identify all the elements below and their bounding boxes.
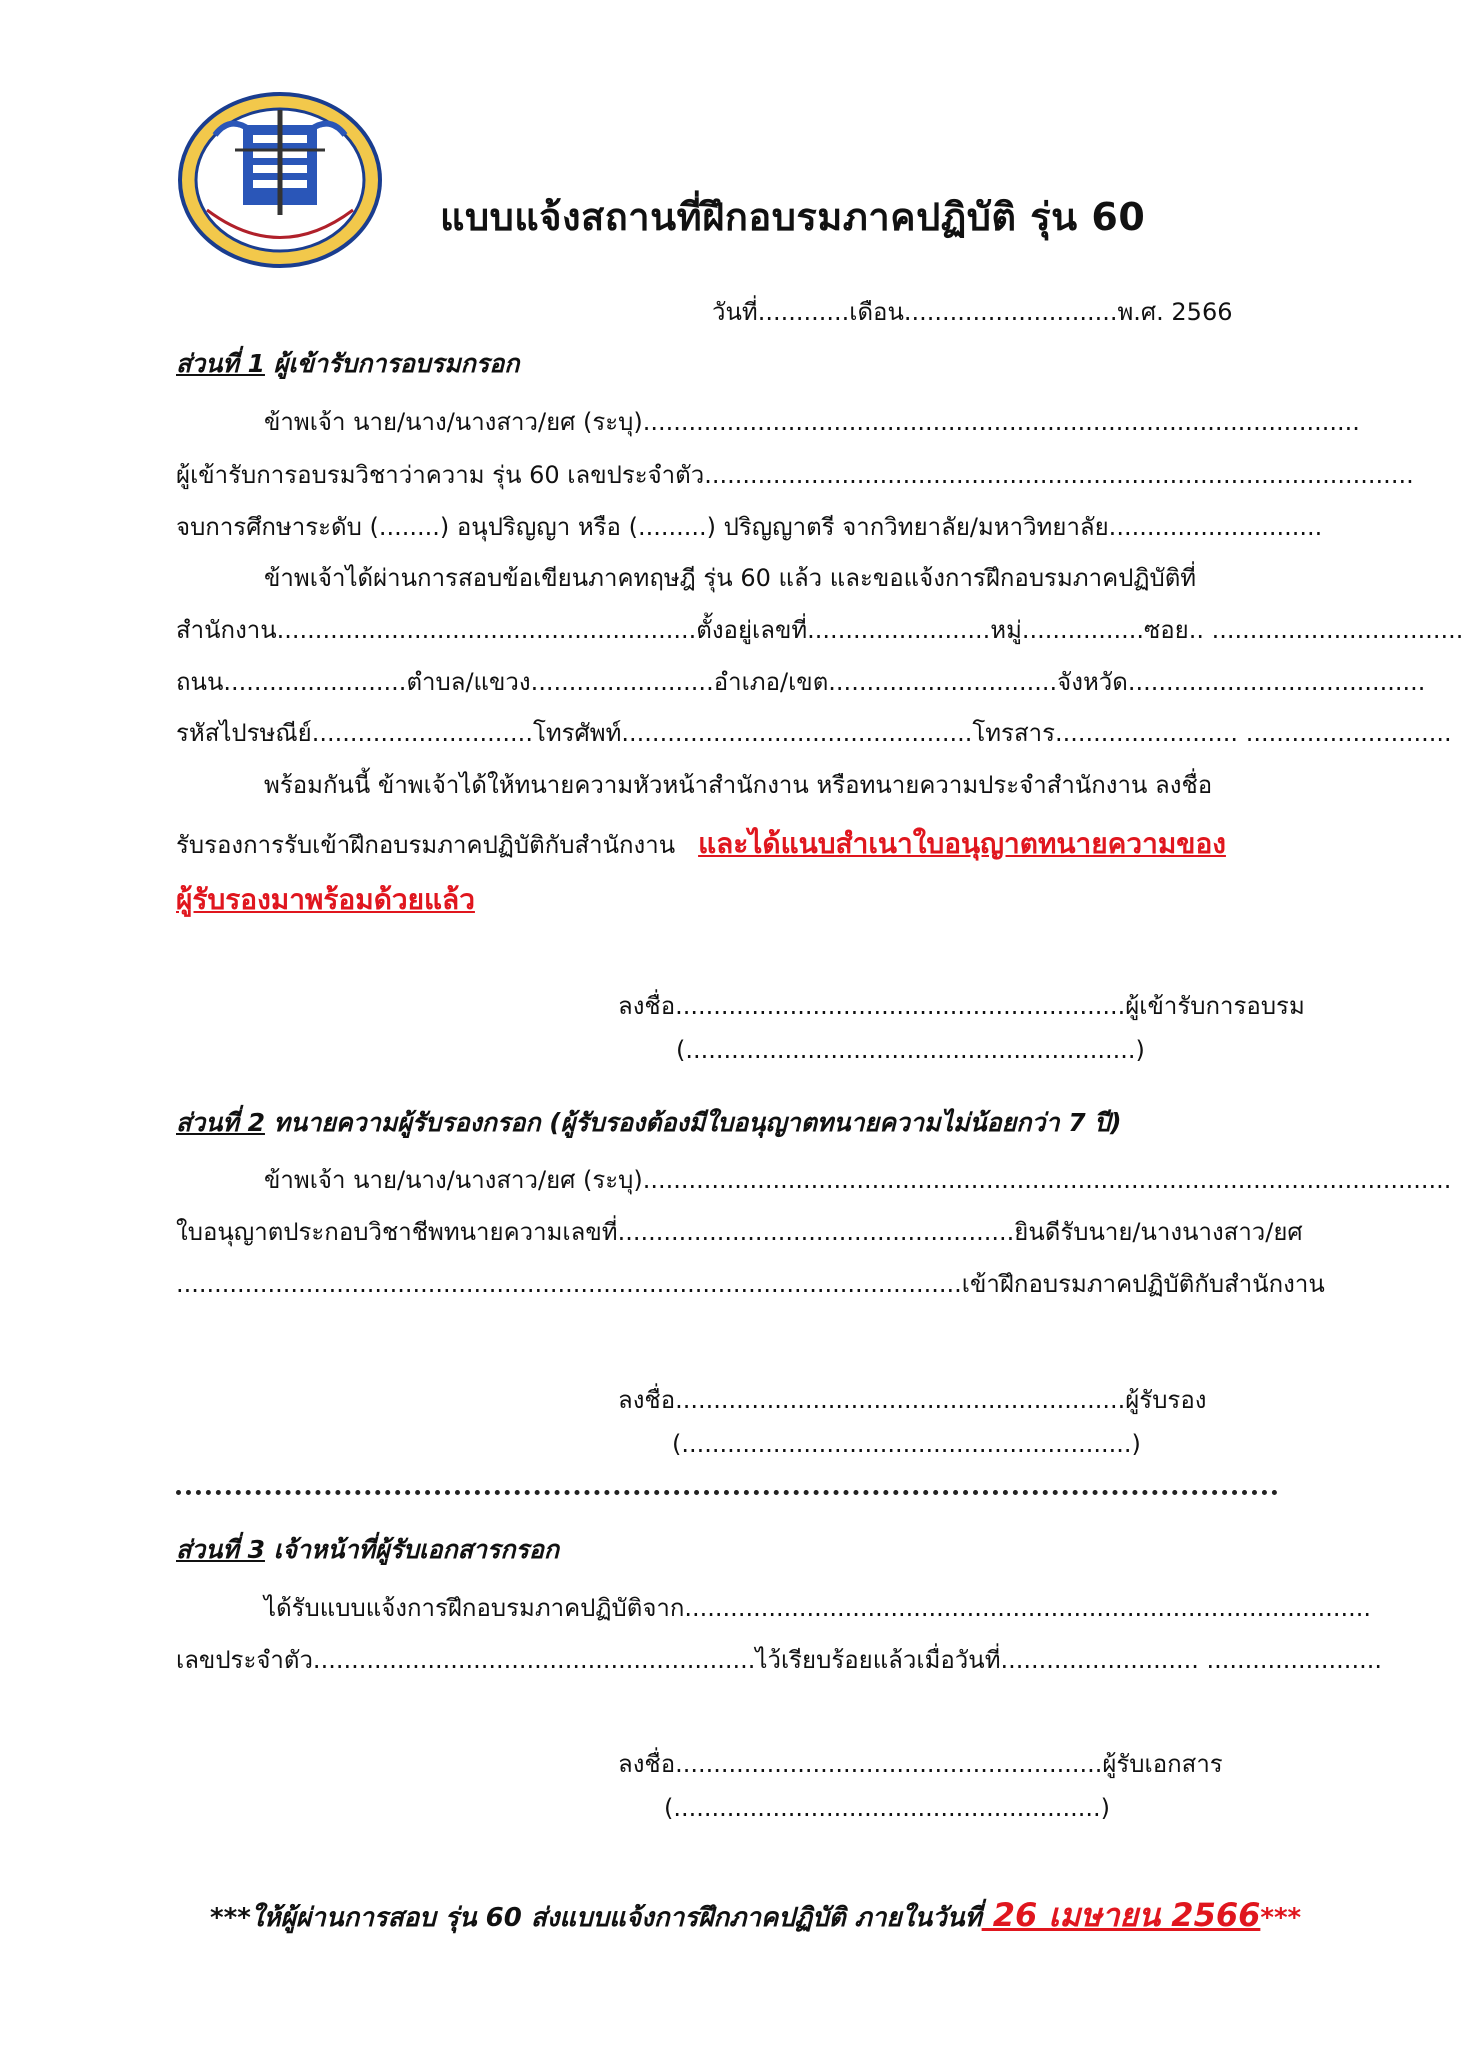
part3-signature-field[interactable]: ลงชื่อ........................................................ผู้รับเอกสาร — [618, 1750, 1223, 1778]
attachment-notice: และได้แนบสำเนาใบอนุญาตทนายความของ — [698, 827, 1226, 860]
section-divider — [176, 1490, 1278, 1495]
part2-printed-name-field[interactable]: (...........................................................) — [672, 1430, 1141, 1458]
part2-header: ส่วนที่ 2 ทนายความผู้รับรองกรอก (ผู้รับรองต้องมีใบอนุญาตทนายความไม่น้อยกว่า 7 ปี) — [176, 1108, 1122, 1137]
part1-contact-field[interactable]: รหัสไปรษณีย์.............................โทรศัพท์..............................................โทรสาร........................ ........................... — [176, 719, 1452, 747]
part3-received-field[interactable]: ได้รับแบบแจ้งการฝึกอบรมภาคปฏิบัติจาก.......................................................................................... — [264, 1594, 1372, 1622]
part1-id-field[interactable]: ผู้เข้ารับการอบรมวิชาว่าความ รุ่น 60 เลขประจำตัว............................................................................................. — [176, 461, 1414, 489]
part1-office-field[interactable]: สำนักงาน.......................................................ตั้งอยู่เลขที่........................หมู่................ซอย.. ................................. — [176, 616, 1463, 644]
part3-printed-name-field[interactable]: (........................................................) — [664, 1794, 1110, 1822]
form-title: แบบแจ้งสถานที่ฝึกอบรมภาคปฏิบัติ รุ่น 60 — [440, 195, 1146, 239]
part1-printed-name-field[interactable]: (...........................................................) — [676, 1036, 1145, 1064]
part1-name-field[interactable]: ข้าพเจ้า นาย/นาง/นางสาว/ยศ (ระบุ).............................................................................................. — [264, 408, 1360, 436]
part1-address-field[interactable]: ถนน........................ตำบล/แขวง........................อำเภอ/เขต..............................จังหวัด....................................... — [176, 668, 1426, 696]
council-logo — [175, 90, 385, 270]
part2-trainee-field[interactable]: .......................................................................................................เข้าฝึกอบรมภาคปฏิบัติกับสำนักงาน — [176, 1270, 1325, 1298]
date-line[interactable]: วันที่............เดือน............................พ.ศ. 2566 — [712, 298, 1233, 326]
part1-header: ส่วนที่ 1 ผู้เข้ารับการอบรมกรอก — [176, 349, 520, 378]
part2-signature-field[interactable]: ลงชื่อ...........................................................ผู้รับรอง — [618, 1386, 1207, 1414]
part1-certify-text-2: รับรองการรับเข้าฝึกอบรมภาคปฏิบัติกับสำนักงาน และได้แนบสำเนาใบอนุญาตทนายความของ — [176, 827, 1226, 860]
part2-license-field[interactable]: ใบอนุญาตประกอบวิชาชีพทนายความเลขที่....................................................ยินดีรับนาย/นางนางสาว/ยศ — [176, 1218, 1303, 1246]
part3-id-date-field[interactable]: เลขประจำตัว..........................................................ไว้เรียบร้อยแล้วเมื่อวันที่.......................... ....................... — [176, 1646, 1382, 1674]
part1-education-field[interactable]: จบการศึกษาระดับ (........) อนุปริญญา หรือ (.........) ปริญญาตรี จากวิทยาลัย/มหาวิทยาลัย............................ — [176, 513, 1323, 541]
part1-signature-field[interactable]: ลงชื่อ...........................................................ผู้เข้ารับการอบรม — [618, 992, 1305, 1020]
submission-deadline-note: ***ให้ผู้ผ่านการสอบ รุ่น 60 ส่งแบบแจ้งการฝึกภาคปฏิบัติ ภายในวันที่ 26 เมษายน 2566*** — [210, 1896, 1302, 1934]
part3-header: ส่วนที่ 3 เจ้าหน้าที่ผู้รับเอกสารกรอก — [176, 1535, 560, 1564]
part2-name-field[interactable]: ข้าพเจ้า นาย/นาง/นางสาว/ยศ (ระบุ).......................................................................................................... — [264, 1166, 1452, 1194]
part1-statement: ข้าพเจ้าได้ผ่านการสอบข้อเขียนภาคทฤษฎี รุ่น 60 แล้ว และขอแจ้งการฝึกอบรมภาคปฏิบัติที่ — [264, 564, 1197, 592]
part1-certify-text: พร้อมกันนี้ ข้าพเจ้าได้ให้ทนายความหัวหน้าสำนักงาน หรือทนายความประจำสำนักงาน ลงชื่อ — [264, 771, 1213, 799]
part1-attachment-notice-2: ผู้รับรองมาพร้อมด้วยแล้ว — [176, 883, 475, 916]
deadline-date: 26 เมษายน 2566 — [981, 1896, 1261, 1934]
